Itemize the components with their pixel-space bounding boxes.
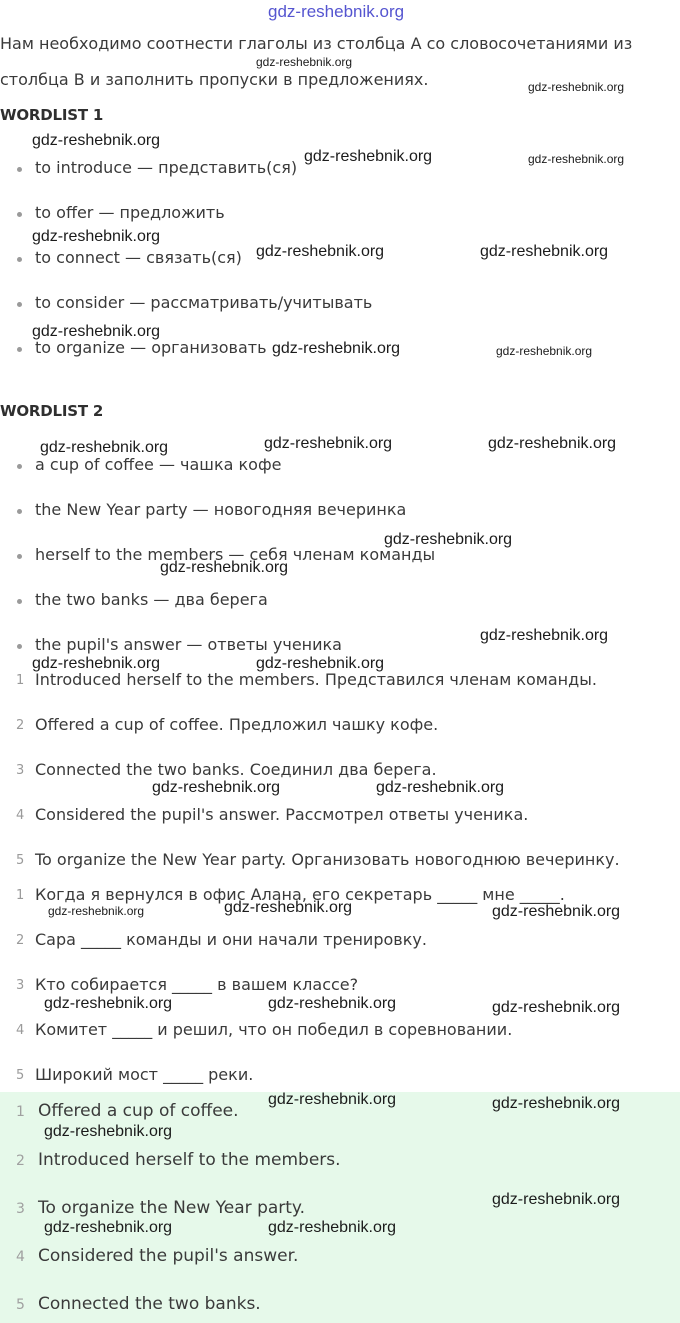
match-number: 1 xyxy=(16,673,25,688)
wordlist-1-item: to offer — предложить xyxy=(35,203,225,222)
watermark: gdz-reshebnik.org xyxy=(32,228,161,245)
watermark: gdz-reshebnik.org xyxy=(264,435,393,452)
watermark: gdz-reshebnik.org xyxy=(44,1123,173,1140)
watermark: gdz-reshebnik.org xyxy=(44,1219,173,1236)
watermark: gdz-reshebnik.org xyxy=(48,904,145,918)
watermark: gdz-reshebnik.org xyxy=(256,655,385,672)
watermark: gdz-reshebnik.org xyxy=(256,243,385,260)
watermark: gdz-reshebnik.org xyxy=(256,55,353,69)
watermark: gdz-reshebnik.org xyxy=(528,152,625,166)
watermark: gdz-reshebnik.org xyxy=(492,1191,621,1208)
watermark: gdz-reshebnik.org xyxy=(480,627,609,644)
watermark: gdz-reshebnik.org xyxy=(268,995,397,1012)
match-number: 5 xyxy=(16,853,25,868)
watermark: gdz-reshebnik.org xyxy=(268,1219,397,1236)
watermark: gdz-reshebnik.org xyxy=(40,439,169,456)
sentence-number: 4 xyxy=(16,1023,25,1038)
sentence-number: 1 xyxy=(16,888,25,903)
watermark: gdz-reshebnik.org xyxy=(492,999,621,1016)
watermark: gdz-reshebnik.org xyxy=(32,323,161,340)
sentence-item: Когда я вернулся в офис Алана, его секретарь _____ мне _____. xyxy=(35,885,565,904)
sentence-item: Сара _____ команды и они начали тренировку. xyxy=(35,930,427,949)
sentence-item: Широкий мост _____ реки. xyxy=(35,1065,254,1084)
sentence-number: 3 xyxy=(16,978,25,993)
sentence-number: 5 xyxy=(16,1068,25,1083)
answer-item: Considered the pupil's answer. xyxy=(38,1246,299,1266)
answer-number: 5 xyxy=(16,1297,25,1313)
bullet-icon xyxy=(17,167,22,172)
sentence-number: 2 xyxy=(16,933,25,948)
watermark: gdz-reshebnik.org xyxy=(492,903,621,920)
bullet-icon xyxy=(17,212,22,217)
answer-item: Connected the two banks. xyxy=(38,1294,261,1314)
wordlist-2-item: the pupil's answer — ответы ученика xyxy=(35,635,342,654)
match-item: Offered a cup of coffee. Предложил чашку кофе. xyxy=(35,715,439,734)
bullet-icon xyxy=(17,554,22,559)
answer-item: Introduced herself to the members. xyxy=(38,1150,341,1170)
wordlist-2-title: WORDLIST 2 xyxy=(0,402,104,420)
watermark: gdz-reshebnik.org xyxy=(384,531,513,548)
watermark: gdz-reshebnik.org xyxy=(224,899,353,916)
watermark: gdz-reshebnik.org xyxy=(32,132,161,149)
bullet-icon xyxy=(17,509,22,514)
watermark: gdz-reshebnik.org xyxy=(480,243,609,260)
match-item: Considered the pupil's answer. Рассмотрел ответы ученика. xyxy=(35,805,529,824)
watermark: gdz-reshebnik.org xyxy=(44,995,173,1012)
bullet-icon xyxy=(17,347,22,352)
watermark: gdz-reshebnik.org xyxy=(272,340,401,357)
answer-item: To organize the New Year party. xyxy=(38,1198,305,1218)
watermark: gdz-reshebnik.org xyxy=(492,1095,621,1112)
answer-number: 2 xyxy=(16,1153,25,1169)
answer-number: 4 xyxy=(16,1249,25,1265)
watermark: gdz-reshebnik.org xyxy=(152,779,281,796)
match-item: Introduced herself to the members. Представился членам команды. xyxy=(35,670,597,689)
answer-item: Offered a cup of coffee. xyxy=(38,1101,239,1121)
watermark: gdz-reshebnik.org xyxy=(528,80,625,94)
wordlist-1-title: WORDLIST 1 xyxy=(0,106,104,124)
match-number: 3 xyxy=(16,763,25,778)
answer-number: 1 xyxy=(16,1104,25,1120)
match-item: To organize the New Year party. Организовать новогоднюю вечеринку. xyxy=(35,850,620,869)
bullet-icon xyxy=(17,302,22,307)
bullet-icon xyxy=(17,644,22,649)
wordlist-1-item: to consider — рассматривать/учитывать xyxy=(35,293,373,312)
watermark: gdz-reshebnik.org xyxy=(304,148,433,165)
bullet-icon xyxy=(17,464,22,469)
match-number: 2 xyxy=(16,718,25,733)
watermark: gdz-reshebnik.org xyxy=(496,344,593,358)
intro-line-1: Нам необходимо соотнести глаголы из столбца А со словосочетаниями из xyxy=(0,34,633,53)
sentence-item: Кто собирается _____ в вашем классе? xyxy=(35,975,359,994)
watermark-top: gdz-reshebnik.org xyxy=(268,2,405,21)
sentence-item: Комитет _____ и решил, что он победил в соревновании. xyxy=(35,1020,513,1039)
wordlist-1-item: to introduce — представить(ся) xyxy=(35,158,298,177)
wordlist-1-item: to organize — организовать xyxy=(35,338,267,357)
watermark: gdz-reshebnik.org xyxy=(160,559,289,576)
watermark: gdz-reshebnik.org xyxy=(488,435,617,452)
wordlist-1-item: to connect — связать(ся) xyxy=(35,248,242,267)
wordlist-2-item: a cup of coffee — чашка кофе xyxy=(35,455,282,474)
watermark: gdz-reshebnik.org xyxy=(268,1091,397,1108)
match-number: 4 xyxy=(16,808,25,823)
watermark: gdz-reshebnik.org xyxy=(376,779,505,796)
intro-line-2: столбца В и заполнить пропуски в предложениях. xyxy=(0,70,429,89)
answer-number: 3 xyxy=(16,1201,25,1217)
wordlist-2-item: the New Year party — новогодняя вечеринка xyxy=(35,500,407,519)
watermark: gdz-reshebnik.org xyxy=(32,655,161,672)
bullet-icon xyxy=(17,257,22,262)
bullet-icon xyxy=(17,599,22,604)
wordlist-2-item: the two banks — два берега xyxy=(35,590,268,609)
match-item: Connected the two banks. Соединил два берега. xyxy=(35,760,437,779)
wordlist-2-item: herself to the members — себя членам команды xyxy=(35,545,436,564)
